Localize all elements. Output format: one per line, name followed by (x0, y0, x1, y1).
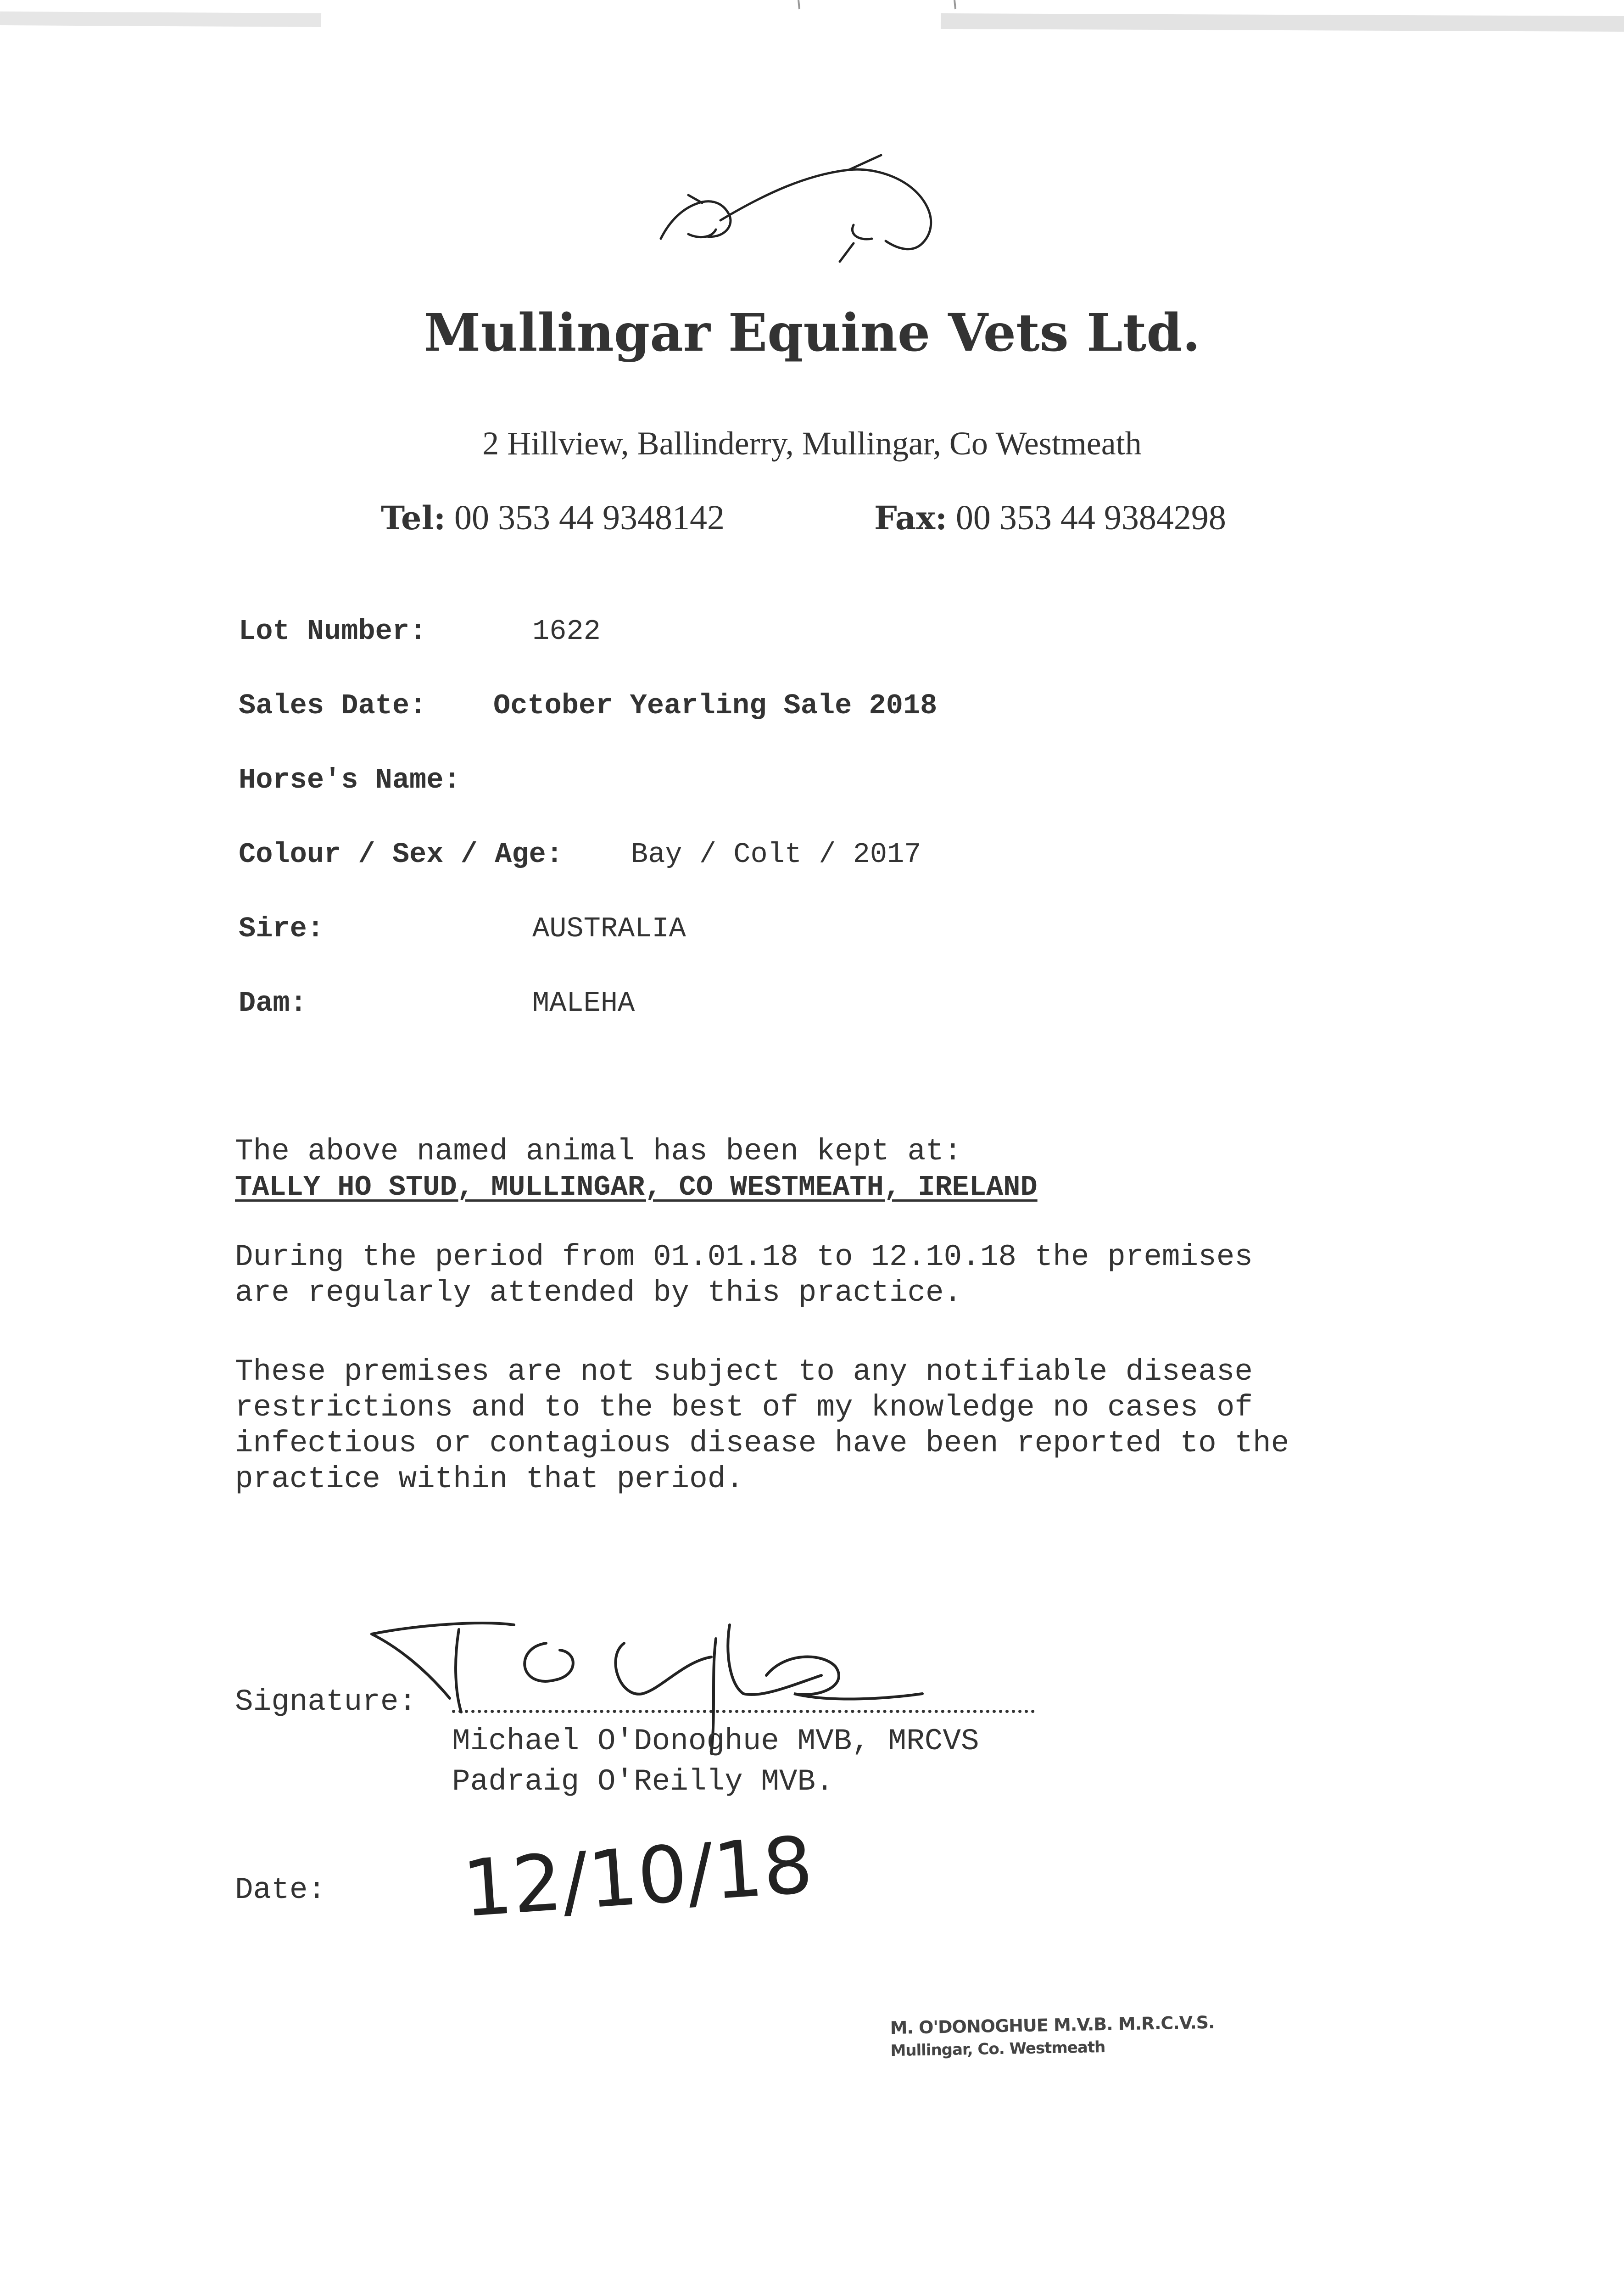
handwritten-date (454, 1819, 816, 1948)
vet-stamp (890, 2012, 1215, 2060)
signature-label: Signature: (235, 1685, 417, 1719)
tel-value: 00 353 44 9348142 (454, 498, 725, 537)
disease-line: infectious or contagious disease have been reported to the (235, 1426, 1289, 1461)
sales-date-field (239, 689, 938, 722)
kept-at-paragraph (235, 1134, 1038, 1205)
disease-line: practice within that period. (235, 1462, 744, 1496)
period-paragraph (235, 1239, 1253, 1311)
sire-field (239, 912, 686, 945)
sire-value: AUSTRALIA (532, 912, 686, 945)
lot-number-value: 1622 (532, 615, 601, 648)
dam-label: Dam: (239, 987, 307, 1019)
kept-intro: The above named animal has been kept at: (235, 1134, 962, 1169)
telephone (381, 498, 725, 538)
colour-sex-age-label: Colour / Sex / Age: (239, 838, 563, 871)
disease-line: restrictions and to the best of my knowledge no cases of (235, 1390, 1253, 1425)
horse-heads-logo-icon (656, 151, 950, 275)
scan-edge-marks (0, 0, 1624, 41)
date-label: Date: (235, 1873, 326, 1907)
horse-name-label: Horse's Name: (239, 764, 461, 796)
sales-date-value: October Yearling Sale 2018 (493, 689, 938, 722)
period-line: are regularly attended by this practice. (235, 1276, 962, 1310)
stamp-line: M. O'DONOGHUE M.V.B. M.R.C.V.S. (890, 2012, 1215, 2038)
disease-paragraph (235, 1354, 1289, 1497)
company-address: 2 Hillview, Ballinderry, Mullingar, Co Westmeath (482, 425, 1142, 462)
lot-number-label: Lot Number: (239, 615, 427, 648)
lot-number-field (239, 615, 601, 648)
horse-name-field (239, 764, 461, 796)
tel-label: Tel: (381, 499, 446, 537)
company-name: Mullingar Equine Vets Ltd. (424, 303, 1200, 363)
dam-value: MALEHA (532, 987, 635, 1019)
sales-date-label: Sales Date: (239, 689, 427, 722)
kept-place: TALLY HO STUD, MULLINGAR, CO WESTMEATH, IRELAND (235, 1171, 1038, 1203)
vet-name: Michael O'Donoghue MVB, MRCVS (452, 1724, 979, 1758)
vet-names (452, 1721, 979, 1802)
colour-sex-age-value: Bay / Colt / 2017 (631, 838, 921, 871)
fax (874, 498, 1226, 538)
colour-sex-age-field (239, 838, 921, 871)
handwritten-date-text: 12/10/18 (459, 1819, 816, 1935)
dam-field (239, 987, 635, 1019)
period-line: During the period from 01.01.18 to 12.10.18 the premises (235, 1240, 1253, 1274)
fax-value: 00 353 44 9384298 (955, 498, 1226, 537)
vet-name: Padraig O'Reilly MVB. (452, 1764, 834, 1799)
sire-label: Sire: (239, 912, 324, 945)
fax-label: Fax: (874, 499, 947, 537)
disease-line: These premises are not subject to any notifiable disease (235, 1355, 1253, 1389)
stamp-line: Mullingar, Co. Westmeath (890, 2038, 1105, 2060)
